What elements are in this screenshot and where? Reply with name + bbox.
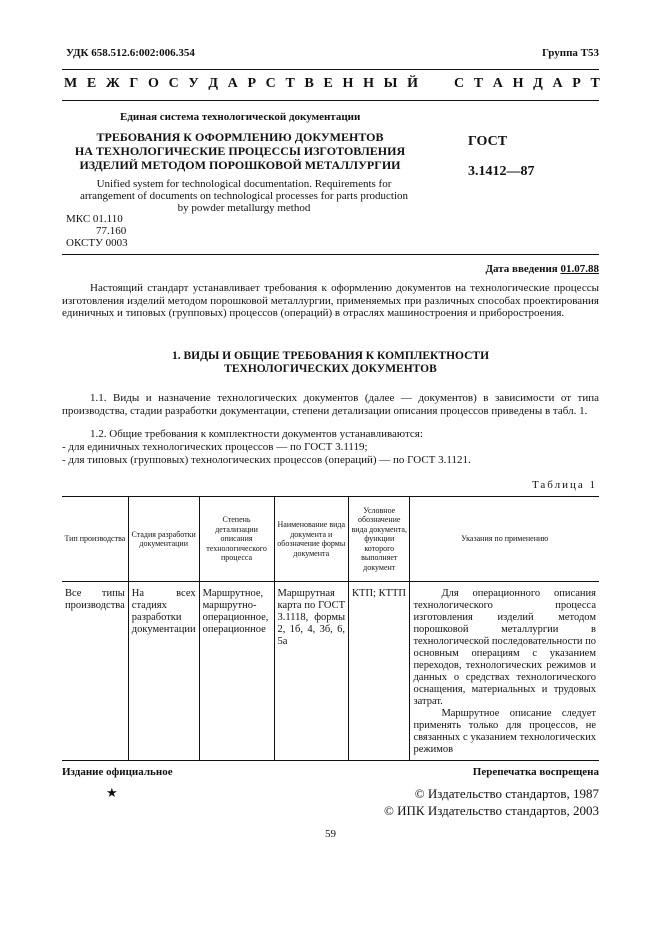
heading-letter: В — [304, 76, 314, 91]
effective-date: Дата введения 01.07.88 — [485, 263, 599, 275]
heading-letter: Т — [473, 76, 484, 91]
table-row — [62, 582, 599, 761]
heading-letter: Н — [512, 76, 524, 91]
document-title: ТРЕБОВАНИЯ К ОФОРМЛЕНИЮ ДОКУМЕНТОВ НА ТЕХНОЛОГИЧЕСКИЕ ПРОЦЕССЫ ИЗГОТОВЛЕНИЯ ИЗДЕЛИЙ МЕТОДОМ ПОРОШКОВОЙ МЕТАЛЛУРГИИ — [74, 130, 406, 172]
copyright-2003: © ИПК Издательство стандартов, 2003 — [384, 803, 599, 818]
heading-letter: А — [227, 76, 238, 91]
cell-usage-notes: Для операционного описания технологического процесса изготовления изделий методом порошковой металлургии в технологической последовательности по основным операциям с указанием переходов, технологических режимов и данных о средствах технологического оснащения, материальных и трудовых затрат. Маршрутное описание следует применять только для процессов, не связанных с указанием технологических режимов — [410, 582, 599, 761]
intro-paragraph: Настоящий стандарт устанавливает требования к оформлению документов на технологические процессы изготовления изделий методом порошковой металлургии, применяемых при различных способах проектирования единичных и типовых (групповых) процессов (операций) в отраслях машиностроения и приборостроения. — [62, 282, 599, 319]
table-caption: Таблица 1 — [531, 479, 597, 491]
heading-letter: Р — [247, 76, 256, 91]
top-rule — [62, 69, 599, 70]
heading-letter: Ы — [383, 76, 398, 91]
heading-letter: С — [265, 76, 276, 91]
paragraph-1-1: 1.1. Виды и назначение технологических документов (далее — документов) в зависимости от типа производства, стадии разработки документации, степени детализации описания процессов приведены в табл. 1. — [62, 392, 599, 417]
meta-rule — [62, 254, 599, 255]
heading-letter: Г — [129, 76, 139, 91]
star-icon: ★ — [106, 785, 118, 800]
list-item: - для типовых (групповых) технологических процессов (операций) — по ГОСТ 3.1121. — [62, 454, 471, 466]
official-edition: Издание официальное — [62, 766, 173, 778]
heading-letter: А — [492, 76, 503, 91]
paragraph-1-2: 1.2. Общие требования к комплектности документов устанавливаются: — [90, 428, 423, 440]
heading-letter: Ж — [105, 76, 120, 91]
heading-letter: У — [188, 76, 199, 91]
heading-letter: Д — [533, 76, 543, 91]
heading-letter: М — [64, 76, 78, 91]
standard-type-heading — [64, 76, 600, 92]
heading-letter: Е — [86, 76, 97, 91]
classification-codes: МКС 01.110 77.160 ОКСТУ 0003 — [66, 213, 128, 249]
heading-letter: С — [168, 76, 179, 91]
section-title: 1. ВИДЫ И ОБЩИЕ ТРЕБОВАНИЯ К КОМПЛЕКТНОСТИ ТЕХНОЛОГИЧЕСКИХ ДОКУМЕНТОВ — [171, 350, 490, 375]
documentation-system: Единая система технологической документации — [120, 111, 361, 123]
cell-document-code: КТП; КТТП — [349, 582, 410, 761]
heading-letter: Т — [285, 76, 295, 91]
header-detail-level: Степень детализации описания технологического процесса — [199, 497, 274, 582]
cell-document-form: Маршрутная карта по ГОСТ 3.1118, формы 2, 1б, 4, 3б, 6, 5а — [274, 582, 349, 761]
heading-letter: Д — [208, 76, 218, 91]
gost-number: 3.1412—87 — [468, 164, 535, 179]
heading-letter: Е — [323, 76, 333, 91]
cell-production-type: Все типы производства — [65, 588, 125, 611]
heading-letter: Т — [590, 76, 600, 91]
heading-letter — [428, 76, 432, 92]
cell-detail-level: Маршрутное, маршрутно-операционное, операционное — [199, 582, 274, 761]
heading-letter: Й — [407, 76, 418, 91]
gost-label: ГОСТ — [468, 134, 508, 149]
page-number: 59 — [325, 828, 336, 840]
header-production-type: Тип производства — [64, 534, 126, 544]
reprint-notice: Перепечатка воспрещена — [472, 766, 599, 778]
english-title: Unified system for technological documentation. Requirements for arrangement of documents on technological processes for parts production by powder metallurgy method — [79, 178, 409, 214]
table-header-row — [62, 497, 599, 582]
udk-code: УДК 658.512.6:002:006.354 — [66, 47, 195, 59]
heading-letter: Н — [363, 76, 374, 91]
heading-letter — [441, 76, 445, 92]
heading-rule — [62, 100, 599, 101]
heading-letter: А — [552, 76, 563, 91]
list-item: - для единичных технологических процессов — по ГОСТ 3.1119; — [62, 441, 368, 453]
heading-letter: О — [148, 76, 159, 91]
header-development-stage: Стадия разработки документации — [128, 497, 199, 582]
heading-letter: С — [453, 76, 465, 91]
group-code: Группа Т53 — [541, 47, 599, 59]
copyright-1987: © Издательство стандартов, 1987 — [414, 786, 599, 801]
header-document-code: Условное обозначение вида документа, функции которого выполняет документ — [349, 497, 410, 582]
cell-development-stage: На всех стадиях разработки документации — [128, 582, 199, 761]
heading-letter: Н — [342, 76, 354, 91]
header-document-form: Наименование вида документа и обозначение формы документа — [274, 497, 349, 582]
heading-letter: Р — [572, 76, 581, 91]
header-usage-notes: Указания по применению — [410, 497, 599, 582]
requirements-table — [62, 496, 599, 761]
